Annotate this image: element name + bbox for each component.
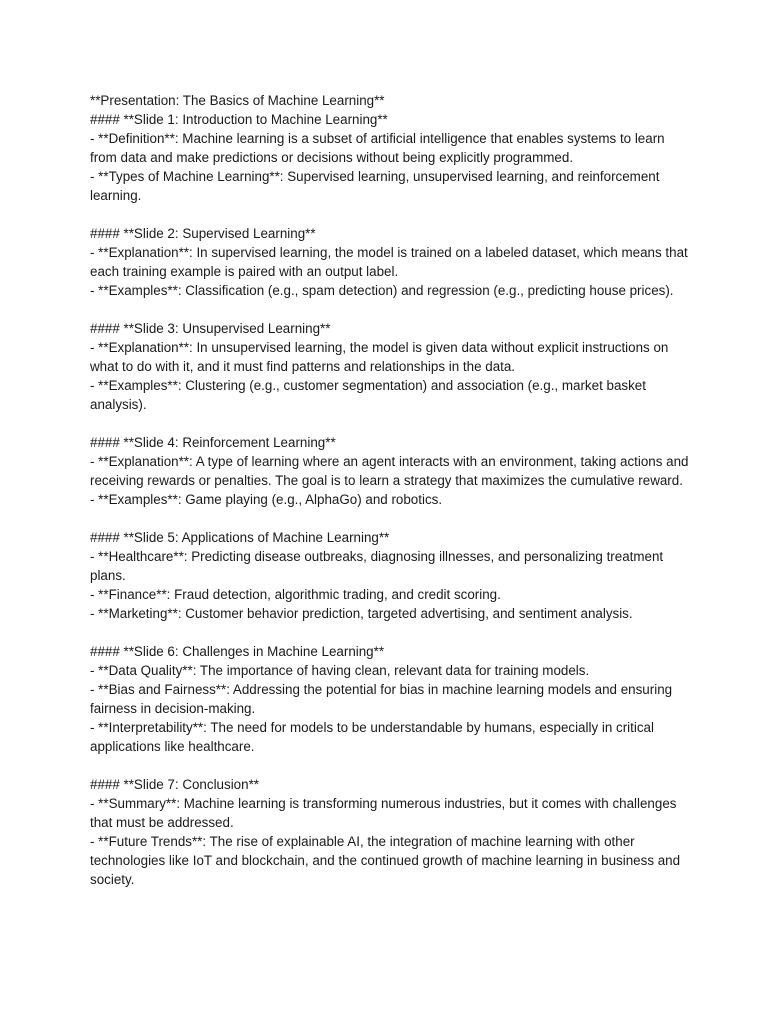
bullet-line: - **Definition**: Machine learning is a subset of artificial intelligence that enables systems to learn from data and make predictions or decisions without being explicitly programmed. bbox=[90, 131, 665, 165]
slide-section-3 bbox=[90, 319, 690, 414]
slide-section-4 bbox=[90, 433, 690, 509]
bullet-line: - **Healthcare**: Predicting disease outbreaks, diagnosing illnesses, and personalizing treatment plans. bbox=[90, 549, 664, 583]
slide-heading: #### **Slide 4: Reinforcement Learning** bbox=[90, 435, 336, 450]
bullet-line: - **Examples**: Classification (e.g., spam detection) and regression (e.g., predicting house prices). bbox=[90, 283, 674, 298]
slide-section-6 bbox=[90, 642, 690, 756]
document-title: **Presentation: The Basics of Machine Learning** bbox=[90, 93, 385, 108]
paragraph-gap bbox=[90, 414, 690, 433]
bullet-line: - **Finance**: Fraud detection, algorithmic trading, and credit scoring. bbox=[90, 587, 501, 602]
slide-section-5 bbox=[90, 528, 690, 623]
bullet-line: - **Interpretability**: The need for models to be understandable by humans, especially in critical applications like healthcare. bbox=[90, 720, 654, 754]
slide-section-1 bbox=[90, 110, 690, 205]
bullet-line: - **Examples**: Game playing (e.g., AlphaGo) and robotics. bbox=[90, 492, 443, 507]
slide-heading: #### **Slide 5: Applications of Machine Learning** bbox=[90, 530, 390, 545]
bullet-line: - **Explanation**: In unsupervised learning, the model is given data without explicit instructions on what to do with it, and it must find patterns and relationships in the data. bbox=[90, 340, 669, 374]
bullet-line: - **Data Quality**: The importance of having clean, relevant data for training models. bbox=[90, 663, 590, 678]
slide-heading: #### **Slide 3: Unsupervised Learning** bbox=[90, 321, 331, 336]
slide-heading: #### **Slide 7: Conclusion** bbox=[90, 777, 259, 792]
bullet-line: - **Summary**: Machine learning is transforming numerous industries, but it comes with challenges that must be addressed. bbox=[90, 796, 677, 830]
bullet-line: - **Future Trends**: The rise of explainable AI, the integration of machine learning with other technologies like IoT and blockchain, and the continued growth of machine learning in business and society. bbox=[90, 834, 681, 887]
bullet-line: - **Explanation**: In supervised learning, the model is trained on a labeled dataset, which means that each training example is paired with an output label. bbox=[90, 245, 688, 279]
slide-section-7 bbox=[90, 775, 690, 889]
paragraph-gap bbox=[90, 205, 690, 224]
paragraph-gap bbox=[90, 623, 690, 642]
paragraph-gap bbox=[90, 509, 690, 528]
bullet-line: - **Explanation**: A type of learning where an agent interacts with an environment, taking actions and receiving rewards or penalties. The goal is to learn a strategy that maximizes the cumulative reward. bbox=[90, 454, 689, 488]
slide-section-2 bbox=[90, 224, 690, 300]
paragraph-gap bbox=[90, 300, 690, 319]
slide-heading: #### **Slide 1: Introduction to Machine Learning** bbox=[90, 112, 388, 127]
bullet-line: - **Types of Machine Learning**: Supervised learning, unsupervised learning, and reinforcement learning. bbox=[90, 169, 660, 203]
slide-heading: #### **Slide 2: Supervised Learning** bbox=[90, 226, 316, 241]
bullet-line: - **Bias and Fairness**: Addressing the potential for bias in machine learning models and ensuring fairness in decision-making. bbox=[90, 682, 673, 716]
document-page bbox=[90, 91, 690, 889]
paragraph-gap bbox=[90, 756, 690, 775]
bullet-line: - **Examples**: Clustering (e.g., customer segmentation) and association (e.g., market basket analysis). bbox=[90, 378, 646, 412]
bullet-line: - **Marketing**: Customer behavior prediction, targeted advertising, and sentiment analysis. bbox=[90, 606, 633, 621]
slide-heading: #### **Slide 6: Challenges in Machine Learning** bbox=[90, 644, 385, 659]
